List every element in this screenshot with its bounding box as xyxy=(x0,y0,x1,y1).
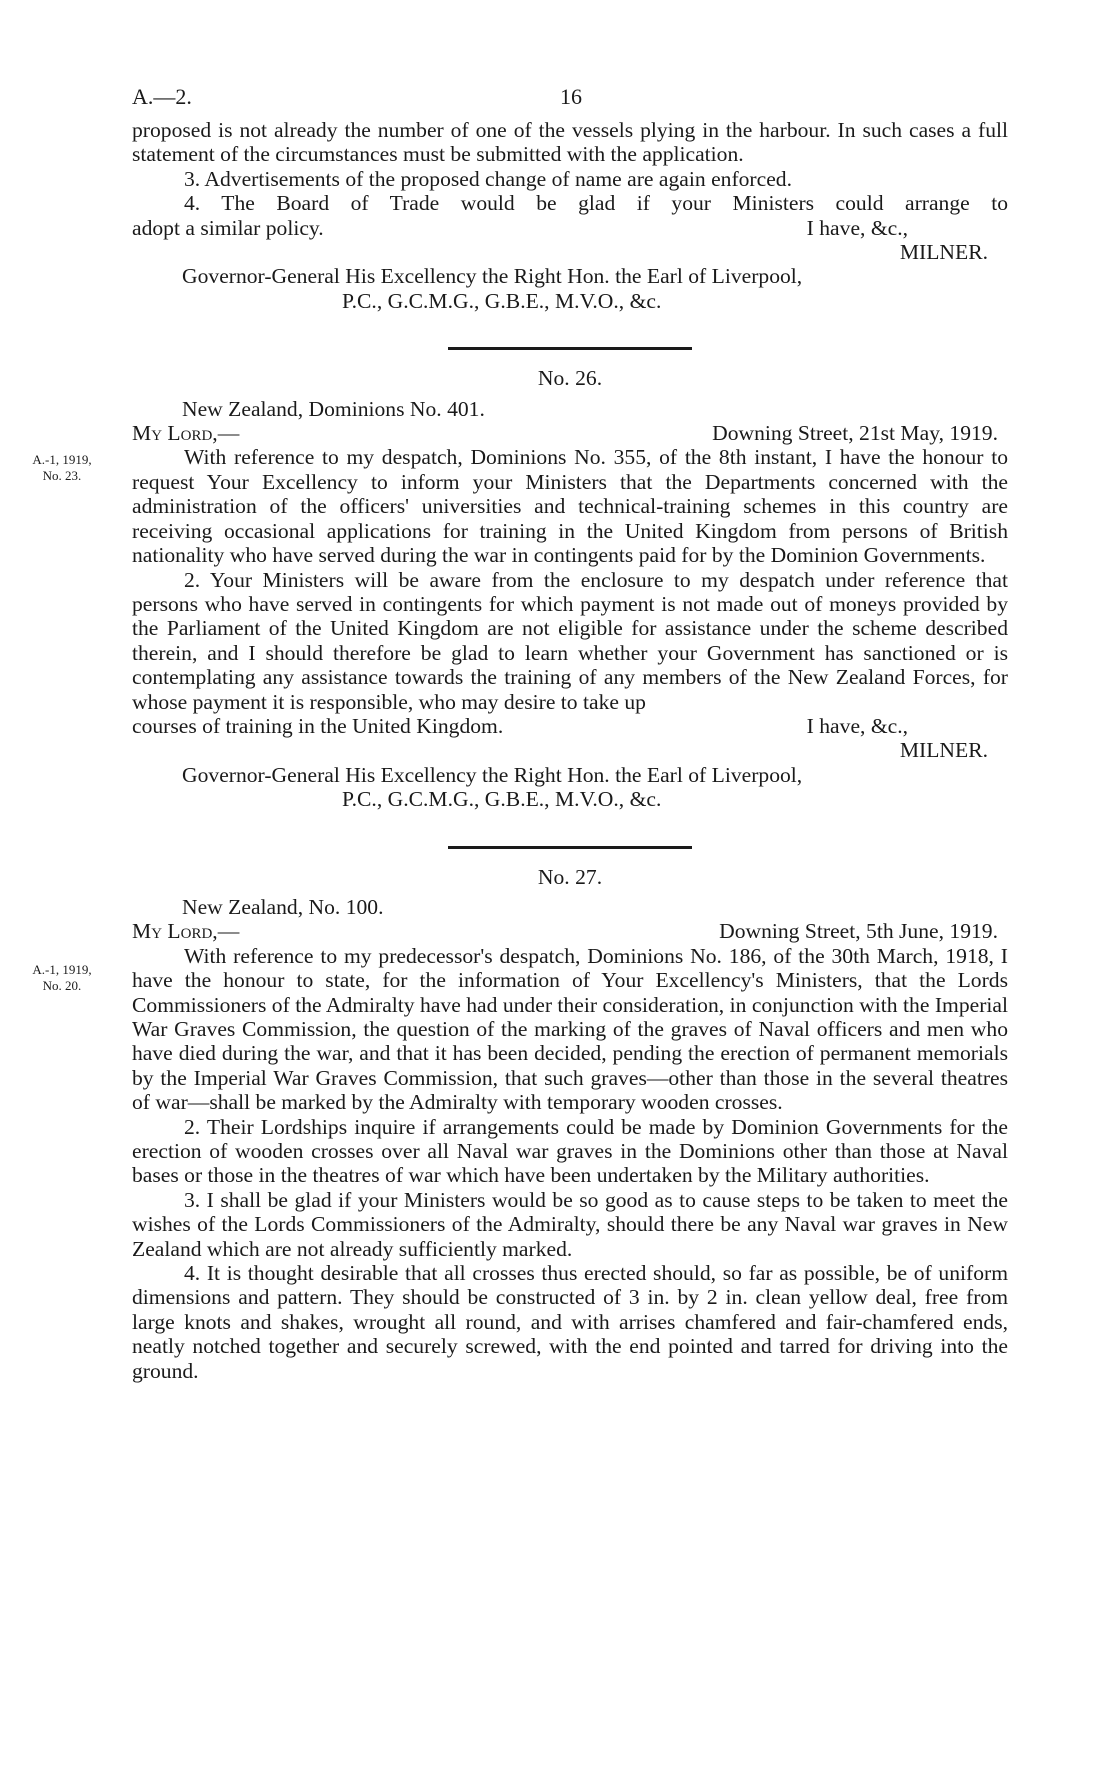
page-number: 16 xyxy=(560,84,582,109)
margin-note-no26: A.-1, 1919, No. 23. xyxy=(32,452,92,483)
margin-note-no27: A.-1, 1919, No. 20. xyxy=(32,962,92,993)
despatch-26-closing-line: courses of training in the United Kingdom. I have, &c., xyxy=(132,713,908,738)
despatch-26-paragraph-1: With reference to my despatch, Dominions No. 355, of the 8th instant, I have the honour to request Your Excellency to inform your Ministers that the Departments concerned with the administration of the officers' universities and technical-training schemes in this country are receiving occasional applications for training in the United Kingdom from persons of British nationality who have served during the war in contingents paid for by the Dominion Governments. xyxy=(132,445,1008,568)
despatch-number-26: No. 26. xyxy=(537,366,603,391)
despatch-26-addressee: Governor-General His Excellency the Right Hon. the Earl of Liverpool, xyxy=(182,762,803,787)
despatch-27-paragraph-4: 4. It is thought desirable that all crosses thus erected should, so far as possible, be of uniform dimensions and pattern. They should be constructed of 3 in. by 2 in. clean yellow deal, free from large knots and shakes, wrought all round, and with arrises chamfered and fair-chamfered ends, neatly notched together and securely screwed, with the end pointed and tarred for driving into the ground. xyxy=(132,1261,1008,1383)
dateline: Downing Street, 21st May, 1919. xyxy=(712,421,998,446)
section-divider xyxy=(448,347,692,350)
intro-signature: MILNER. xyxy=(899,240,988,265)
despatch-27-reference: New Zealand, No. 100. xyxy=(182,894,384,919)
despatch-27-paragraph-3: 3. I shall be glad if your Ministers would be so good as to cause steps to be taken to meet the wishes of the Lords Commissioners of the Admiralty, should there be any Naval war graves in New Zealand which are not already sufficiently marked. xyxy=(132,1187,1008,1261)
salutation: My Lord,— xyxy=(132,919,240,944)
despatch-26-paragraph-2: 2. Your Ministers will be aware from the enclosure to my despatch under reference that persons who have served in contingents for which payment is not made out of moneys provided by the Parliament of the United Kingdom are not eligible for assistance under the scheme described therein, and I should therefore be glad to learn whether your Government has sanctioned or is contemplating any assistance towards the training of any members of the New Zealand Forces, for whose payment it is responsible, who may desire to take up xyxy=(132,567,1008,714)
document-body xyxy=(132,118,1008,1383)
despatch-27-salutation-line xyxy=(132,919,1008,943)
intro-paragraph-1: proposed is not already the number of one of the vessels plying in the harbour. In such cases a full statement of the circumstances must be submitted with the application. xyxy=(132,118,1008,167)
intro-closing-line: adopt a similar policy. I have, &c., xyxy=(132,215,908,240)
despatch-26-reference: New Zealand, Dominions No. 401. xyxy=(182,396,485,421)
despatch-27-paragraph-1: With reference to my predecessor's despatch, Dominions No. 186, of the 30th March, 1918, I have the honour to state, for the information of Your Excellency's Ministers, that the Lords Commissioners of the Admiralty have had under their consideration, in conjunction with the Imperial War Graves Commission, the question of the marking of the graves of Naval officers and men who have died during the war, and that it has been decided, pending the erection of permanent memorials by the Imperial War Graves Commission, that such graves—other than those in the several theatres of war—shall be marked by the Admiralty with temporary wooden crosses. xyxy=(132,943,1008,1115)
intro-paragraph-2: 3. Advertisements of the proposed change of name are again enforced. xyxy=(184,166,792,191)
page-header xyxy=(0,84,1114,114)
intro-addressee-titles: P.C., G.C.M.G., G.B.E., M.V.O., &c. xyxy=(342,288,662,313)
despatch-26-signature: MILNER. xyxy=(899,738,988,763)
despatch-26-salutation-line xyxy=(132,421,1008,445)
intro-paragraph-3: 4. The Board of Trade would be glad if your Ministers could arrange to xyxy=(184,191,1008,216)
document-reference: A.—2. xyxy=(132,84,192,109)
section-divider xyxy=(448,846,692,849)
dateline: Downing Street, 5th June, 1919. xyxy=(719,919,998,944)
despatch-number-27: No. 27. xyxy=(537,864,603,889)
despatch-27-paragraph-2: 2. Their Lordships inquire if arrangements could be made by Dominion Governments for the erection of wooden crosses over all Naval war graves in the Dominions other than those at Naval bases or those in the theatres of war which have been undertaken by the Military authorities. xyxy=(132,1114,1008,1188)
intro-addressee: Governor-General His Excellency the Right Hon. the Earl of Liverpool, xyxy=(182,264,803,289)
despatch-26-addressee-titles: P.C., G.C.M.G., G.B.E., M.V.O., &c. xyxy=(342,787,662,812)
salutation: My Lord,— xyxy=(132,421,240,446)
